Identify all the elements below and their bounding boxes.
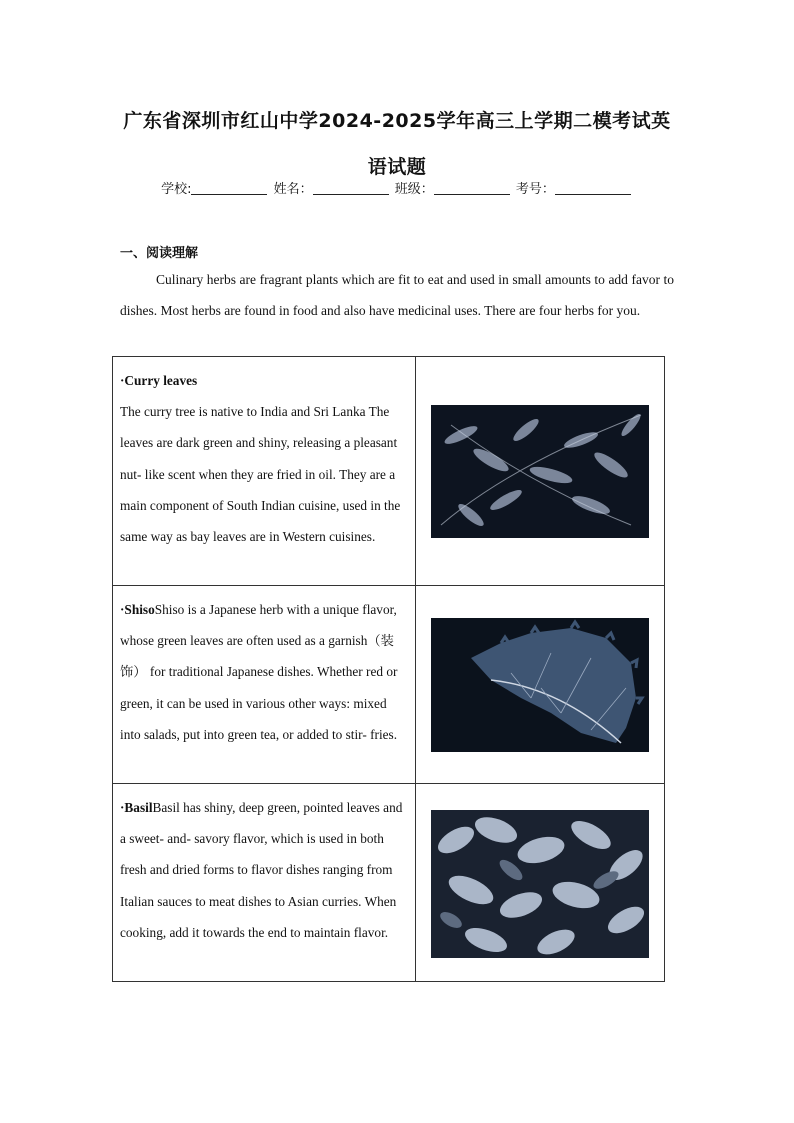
class-blank: [434, 180, 510, 195]
herb-image-cell: [416, 357, 665, 586]
section-heading: 一、阅读理解: [120, 246, 199, 261]
number-blank: [555, 180, 631, 195]
title-line-1: 广东省深圳市红山中学2024-2025学年高三上学期二模考试英: [123, 110, 671, 132]
herb-description: Shiso is a Japanese herb with a unique flavor, whose green leaves are often used as a garnish（装饰） for traditional Japanese dishes. Whether red or green, it can be used in various other ways: mixed into salads, put into green tea, or added to stir- fries.: [120, 602, 398, 742]
herb-description: Basil has shiny, deep green, pointed leaves and a sweet- and- savory flavor, which is used in both fresh and dried forms to flavor dishes ranging from Italian sauces to meat dishes to Asian curries. When cooking, add it towards the end to maintain flavor.: [120, 800, 403, 940]
curry-leaves-photo: [431, 405, 649, 538]
herb-image-cell: [416, 586, 665, 784]
herb-image-cell: [416, 784, 665, 982]
herb-name: ·Basil: [120, 800, 153, 815]
herbs-table: [112, 356, 665, 982]
school-blank: [191, 180, 267, 195]
table-row: [113, 784, 665, 982]
name-blank: [313, 180, 389, 195]
school-label: 学校:: [161, 182, 192, 197]
table-row: [113, 586, 665, 784]
herb-text-cell: [113, 586, 416, 784]
name-label: 姓名：: [273, 182, 313, 197]
number-label: 考号：: [515, 182, 555, 197]
title-line-2: 语试题: [367, 156, 427, 178]
herb-name: ·Shiso: [120, 602, 155, 617]
herb-description: The curry tree is native to India and Sri Lanka The leaves are dark green and shiny, releasing a pleasant nut- like scent when they are fried in oil. They are a main component of South Indian cuisine, used in the same way as bay leaves are in Western cuisines.: [120, 404, 401, 545]
herb-name: ·Curry leaves: [120, 373, 198, 388]
student-info-line: [0, 180, 794, 200]
class-label: 班级：: [394, 182, 434, 197]
document-title: [90, 98, 704, 190]
herb-text-cell: [113, 784, 416, 982]
basil-plant-photo: [431, 810, 649, 958]
herb-text-cell: [113, 357, 416, 586]
shiso-leaf-photo: [431, 618, 649, 752]
table-row: [113, 357, 665, 586]
intro-paragraph: Culinary herbs are fragrant plants which are fit to eat and used in small amounts to add favor to dishes. Most herbs are found in food and also have medicinal uses. There are four herbs for you.: [120, 272, 674, 318]
